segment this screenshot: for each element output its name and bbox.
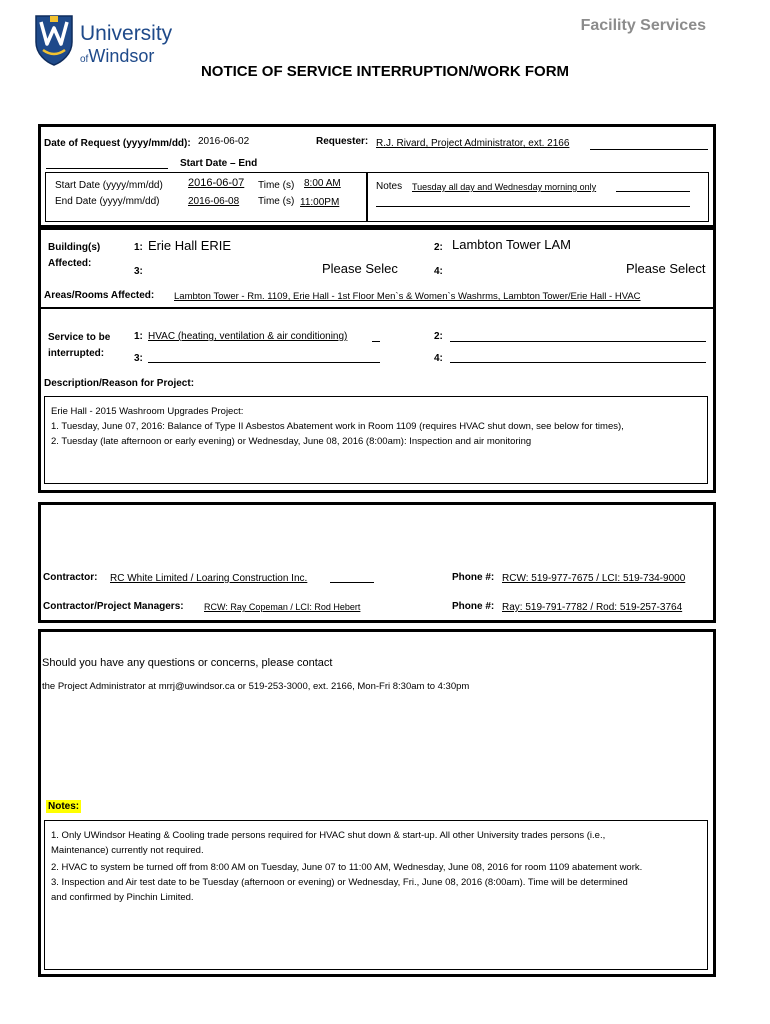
- building-3-number: 3:: [134, 266, 143, 277]
- end-date-value[interactable]: 2016-06-08: [188, 196, 240, 207]
- service-2-number: 2:: [434, 331, 443, 342]
- building-3-select[interactable]: Please Selec: [322, 261, 398, 276]
- building-2-select[interactable]: Lambton Tower LAM: [452, 237, 571, 252]
- building-1-number: 1:: [134, 242, 143, 253]
- contact-line-2: the Project Administrator at mrrj@uwindsor.ca or 519-253-3000, ext. 2166, Mon-Fri 8:30am to 4:30pm: [42, 681, 470, 692]
- notes-underline-2: [376, 206, 690, 207]
- building-4-select[interactable]: Please Select: [626, 261, 706, 276]
- notes-line-2: Maintenance) currently not required.: [51, 845, 204, 856]
- contact-line-1: Should you have any questions or concerns, please contact: [42, 657, 333, 669]
- request-underline: [46, 168, 168, 169]
- service-2-underline[interactable]: [450, 341, 706, 342]
- end-date-label: End Date (yyyy/mm/dd): [55, 196, 160, 207]
- service-label-1: Service to be: [48, 332, 111, 343]
- description-label: Description/Reason for Project:: [44, 378, 195, 389]
- managers-phone-label: Phone #:: [452, 601, 495, 612]
- start-date-value[interactable]: 2016-06-07: [188, 177, 245, 189]
- description-line-3: 2. Tuesday (late afternoon or early evening) or Wednesday, June 08, 2016 (8:00am): Inspection and air monitoring: [51, 436, 532, 447]
- date-of-request-value[interactable]: 2016-06-02: [198, 136, 250, 147]
- contractor-underline: [330, 582, 374, 583]
- service-3-number: 3:: [134, 353, 143, 364]
- buildings-label-1: Building(s): [48, 242, 101, 253]
- notes-line-3: 2. HVAC to system be turned off from 8:00 AM on Tuesday, June 07 to 11:00 AM, Wednesday, June 08, 2016 for room 1109 abatement work.: [51, 862, 643, 873]
- areas-label: Areas/Rooms Affected:: [44, 290, 155, 301]
- form-title: NOTICE OF SERVICE INTERRUPTION/WORK FORM: [200, 63, 570, 80]
- notes-line-5: and confirmed by Pinchin Limited.: [51, 892, 194, 903]
- description-line-2: 1. Tuesday, June 07, 2016: Balance of Type II Asbestos Abatement work in Room 1109 (requires HVAC shut down, see below for times),: [51, 421, 624, 432]
- notes-value-top[interactable]: Tuesday all day and Wednesday morning only: [412, 182, 597, 192]
- start-time-value[interactable]: 8:00 AM: [304, 178, 341, 189]
- facility-services-label: Facility Services: [580, 17, 706, 34]
- service-4-underline[interactable]: [450, 362, 706, 363]
- building-2-number: 2:: [434, 242, 443, 253]
- end-time-label: Time (s): [258, 196, 295, 207]
- service-3-underline[interactable]: [148, 362, 380, 363]
- building-4-number: 4:: [434, 266, 443, 277]
- start-date-label: Start Date (yyyy/mm/dd): [55, 180, 163, 191]
- notes-label: Notes:: [48, 801, 80, 812]
- project-managers-value[interactable]: RCW: Ray Copeman / LCI: Rod Hebert: [204, 602, 361, 612]
- description-line-1: Erie Hall - 2015 Washroom Upgrades Project:: [51, 406, 244, 417]
- service-label-2: interrupted:: [48, 348, 105, 359]
- service-1-number: 1:: [134, 331, 143, 342]
- start-time-label: Time (s): [258, 180, 295, 191]
- contractor-label: Contractor:: [43, 572, 98, 583]
- buildings-label-2: Affected:: [48, 258, 92, 269]
- notes-label-top: Notes: [376, 181, 403, 192]
- requester-label: Requester:: [316, 136, 369, 147]
- shield-icon: [34, 14, 74, 66]
- service-1-value[interactable]: HVAC (heating, ventilation & air conditioning): [148, 331, 348, 342]
- buildings-divider: [40, 307, 714, 309]
- service-4-number: 4:: [434, 353, 443, 364]
- date-of-request-label: Date of Request (yyyy/mm/dd):: [44, 138, 191, 149]
- notes-underline-1: [616, 191, 690, 192]
- logo-text-windsor: ofWindsor: [80, 46, 155, 66]
- contractor-phone-value[interactable]: RCW: 519-977-7675 / LCI: 519-734-9000: [502, 573, 686, 584]
- end-time-value[interactable]: 11:00PM: [300, 197, 340, 208]
- project-managers-label: Contractor/Project Managers:: [43, 601, 184, 612]
- logo-text-university: University: [80, 22, 173, 45]
- date-time-divider: [366, 172, 368, 222]
- requester-underline: [590, 149, 708, 150]
- building-1-select[interactable]: Erie Hall ERIE: [148, 238, 232, 253]
- notes-line-1: 1. Only UWindsor Heating & Cooling trade persons required for HVAC shut down & start-up. All other University trades persons (i.e.,: [51, 830, 606, 841]
- start-end-heading: Start Date – End: [180, 158, 258, 169]
- areas-value[interactable]: Lambton Tower - Rm. 1109, Erie Hall - 1st Floor Men`s & Women`s Washrms, Lambton Tower/Erie Hall - HVAC: [174, 291, 641, 302]
- service-1-underline: [372, 341, 380, 342]
- contractor-phone-label: Phone #:: [452, 572, 495, 583]
- contractor-value[interactable]: RC White Limited / Loaring Construction Inc.: [110, 573, 308, 584]
- requester-value[interactable]: R.J. Rivard, Project Administrator, ext. 2166: [376, 138, 570, 149]
- managers-phone-value[interactable]: Ray: 519-791-7782 / Rod: 519-257-3764: [502, 602, 683, 613]
- notes-line-4: 3. Inspection and Air test date to be Tuesday (afternoon or evening) or Wednesday, Fri., June 08, 2016 (8:00am). Time will be determined: [51, 877, 628, 888]
